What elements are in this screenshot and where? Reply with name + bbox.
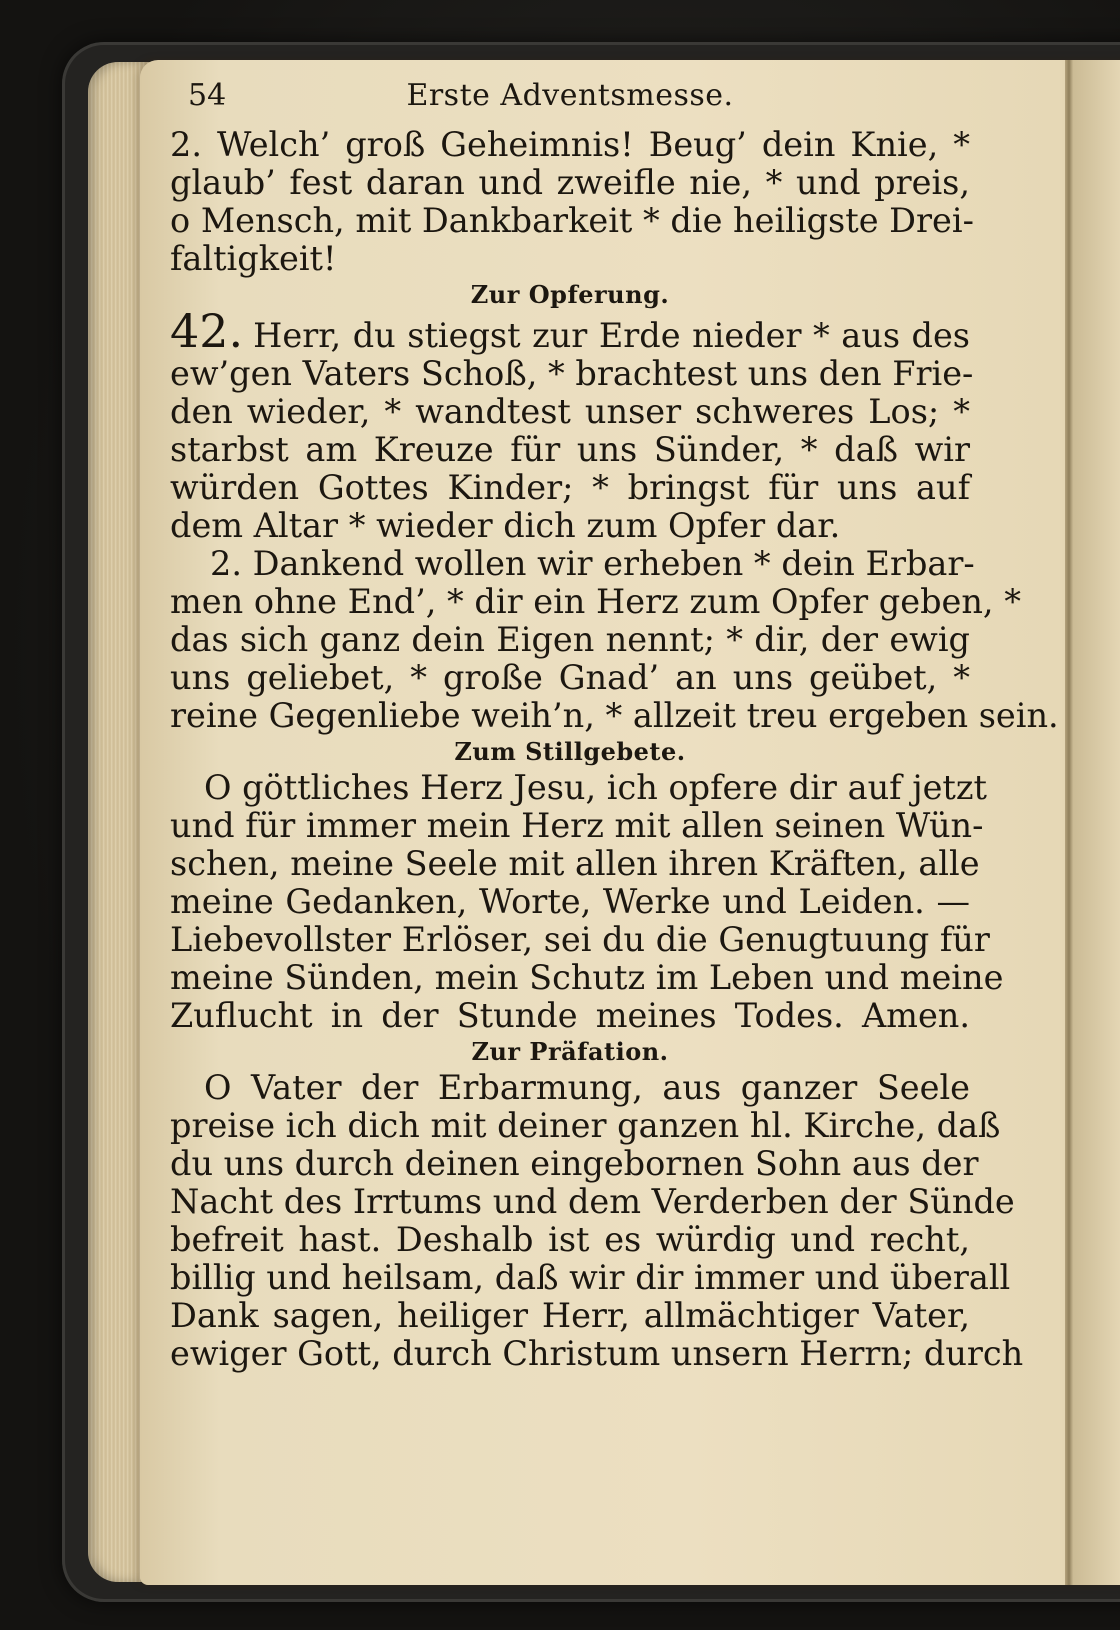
- hymn-42: [170, 304, 1059, 735]
- text-line: würden Gottes Kinder; * bringst für uns auf: [170, 468, 970, 507]
- book-gutter: [1065, 60, 1073, 1585]
- text-line: schen, meine Seele mit allen ihren Kräften, alle: [170, 844, 980, 883]
- text-line: Dank sagen, heiliger Herr, allmächtiger Vater,: [170, 1296, 970, 1335]
- page-text: [170, 70, 1059, 1373]
- running-header: [170, 70, 970, 126]
- text-line: o Mensch, mit Dankbarkeit * die heiligste Drei-: [170, 201, 974, 240]
- text-line: befreit hast. Deshalb ist es würdig und recht,: [170, 1220, 970, 1259]
- text-line: 2. Welch’ groß Geheimnis! Beug’ dein Knie, *: [170, 125, 970, 164]
- silent-prayer-text: [170, 768, 1004, 1035]
- running-title: Erste Adventsmesse.: [406, 78, 734, 113]
- section-heading-offertory: Zur Opferung.: [470, 280, 670, 309]
- text-line: faltigkeit!: [170, 239, 337, 278]
- text-line: ew’gen Vaters Schoß, * brachtest uns den Frie-: [170, 354, 974, 393]
- text-line: preise ich dich mit deiner ganzen hl. Kirche, daß: [170, 1106, 1001, 1145]
- section-heading-preface: Zur Präfation.: [471, 1037, 669, 1066]
- text-line: billig und heilsam, daß wir dir immer und überall: [170, 1258, 1011, 1297]
- text-line: Herr, du stiegst zur Erde nieder * aus des: [253, 316, 970, 355]
- text-line: und für immer mein Herz mit allen seinen Wün-: [170, 806, 984, 845]
- verse-block-1: [170, 125, 974, 278]
- text-line: O Vater der Erbarmung, aus ganzer Seele: [204, 1068, 970, 1107]
- text-line: das sich ganz dein Eigen nennt; * dir, der ewig: [170, 620, 970, 659]
- text-line: dem Altar * wieder dich zum Opfer dar.: [170, 506, 841, 545]
- text-line: 2. Dankend wollen wir erheben * dein Erbar-: [210, 544, 975, 583]
- text-line: reine Gegenliebe weih’n, * allzeit treu ergeben sein.: [170, 696, 1059, 735]
- text-line: starbst am Kreuze für uns Sünder, * daß wir: [170, 430, 970, 469]
- section-heading-silent-prayer: Zum Stillgebete.: [454, 737, 686, 766]
- facing-page-edge: [1073, 60, 1120, 1585]
- text-line: Liebevollster Erlöser, sei du die Genugtuung für: [170, 920, 990, 959]
- hymn-number: 42.: [170, 304, 244, 358]
- text-line: men ohne End’, * dir ein Herz zum Opfer geben, *: [170, 582, 1021, 621]
- text-line: Zuflucht in der Stunde meines Todes. Amen.: [170, 996, 970, 1035]
- text-line: uns geliebet, * große Gnad’ an uns geübet, *: [170, 658, 970, 697]
- text-line: meine Gedanken, Worte, Werke und Leiden. —: [170, 882, 970, 921]
- page-number: 54: [188, 78, 227, 113]
- text-line: Nacht des Irrtums und dem Verderben der Sünde: [170, 1182, 1015, 1221]
- text-line: den wieder, * wandtest unser schweres Los; *: [170, 392, 970, 431]
- text-line: O göttliches Herz Jesu, ich opfere dir auf jetzt: [204, 768, 987, 807]
- text-line: glaub’ fest daran und zweifle nie, * und preis,: [170, 163, 970, 202]
- text-line: meine Sünden, mein Schutz im Leben und meine: [170, 958, 1004, 997]
- preface-text: [170, 1068, 1024, 1373]
- text-line: ewiger Gott, durch Christum unsern Herrn; durch: [170, 1334, 1024, 1373]
- text-line: du uns durch deinen eingebornen Sohn aus der: [170, 1144, 979, 1183]
- text-line-with-number: [170, 304, 970, 358]
